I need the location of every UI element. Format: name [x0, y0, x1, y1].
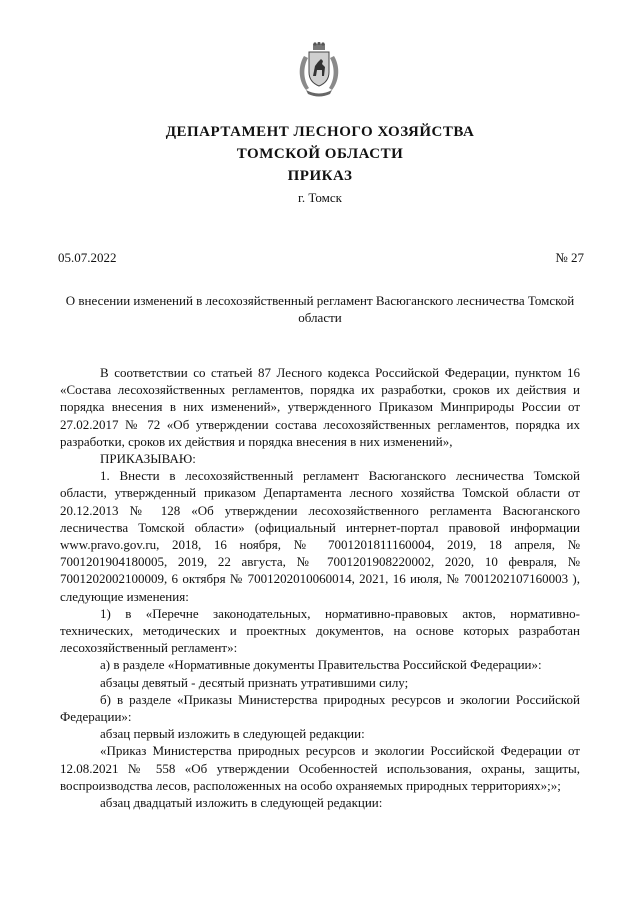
department-name-line1: ДЕПАРТАМЕНТ ЛЕСНОГО ХОЗЯЙСТВА — [165, 124, 475, 140]
order-body — [60, 364, 580, 811]
order-subject: О внесении изменений в лесохозяйственный регламент Васюганского лесничества Томской области — [65, 293, 575, 325]
document-type-title: ПРИКАЗ — [287, 168, 353, 184]
body-paragraph: 1) в «Перечне законодательных, нормативно-правовых актов, нормативно-технических, методических и проектных документов, на основе которых разработан лесохозяйственный регламент»: — [60, 605, 580, 656]
body-paragraph: б) в разделе «Приказы Министерства природных ресурсов и экологии Российской Федерации»: — [60, 691, 580, 725]
city-label: г. Томск — [298, 190, 342, 205]
preamble-paragraph: В соответствии со статьей 87 Лесного кодекса Российской Федерации, пунктом 16 «Состава лесохозяйственных регламентов, порядка их разработки, сроков их действия и порядка внесения в них изменений», утвержденного Приказом Минприроды России от 27.02.2017 № 72 «Об утверждении состава лесохозяйственных регламентов, порядка их разработки, сроков их действия и порядка внесения в них изменений», — [60, 365, 580, 449]
order-directive: ПРИКАЗЫВАЮ: — [100, 451, 196, 467]
order-date: 05.07.2022 — [58, 250, 117, 265]
coat-of-arms-icon — [296, 42, 342, 98]
body-paragraph: абзацы девятый - десятый признать утратившими силу; — [100, 674, 409, 690]
body-paragraph: а) в разделе «Нормативные документы Правительства Российской Федерации»: — [100, 657, 542, 673]
order-number: № 27 — [555, 250, 584, 265]
body-paragraph: «Приказ Министерства природных ресурсов и экологии Российской Федерации от 12.08.2021 № 558 «Об утверждении Особенностей использования, охраны, защиты, воспроизводства лесов, расположенных на особо охраняемых природных территориях»;»; — [60, 743, 580, 793]
body-paragraph: абзац двадцатый изложить в следующей редакции: — [100, 795, 383, 811]
department-name-line2: ТОМСКОЙ ОБЛАСТИ — [236, 146, 404, 162]
body-paragraph: абзац первый изложить в следующей редакции: — [100, 726, 365, 742]
body-paragraph: 1. Внести в лесохозяйственный регламент Васюганского лесничества Томской области, утвержденный приказом Департамента лесного хозяйства Томской области от 20.12.2013 № 128 «Об утверждении лесохозяйственного регламента Васюганского лесничества Томской области» (официальный интернет-портал правовой информации www.pravo.gov.ru, 2018, 16 ноября, № 7001201811160004, 2019, 18 апреля, № 7001201904180005, 2019, 22 августа, № 7001201908220002, 2020, 10 февраля, № 7001202002100009, 6 октября № 7001202010060014, 2021, 16 июля, № 7001202107160003 ), следующие изменения: — [60, 468, 580, 604]
